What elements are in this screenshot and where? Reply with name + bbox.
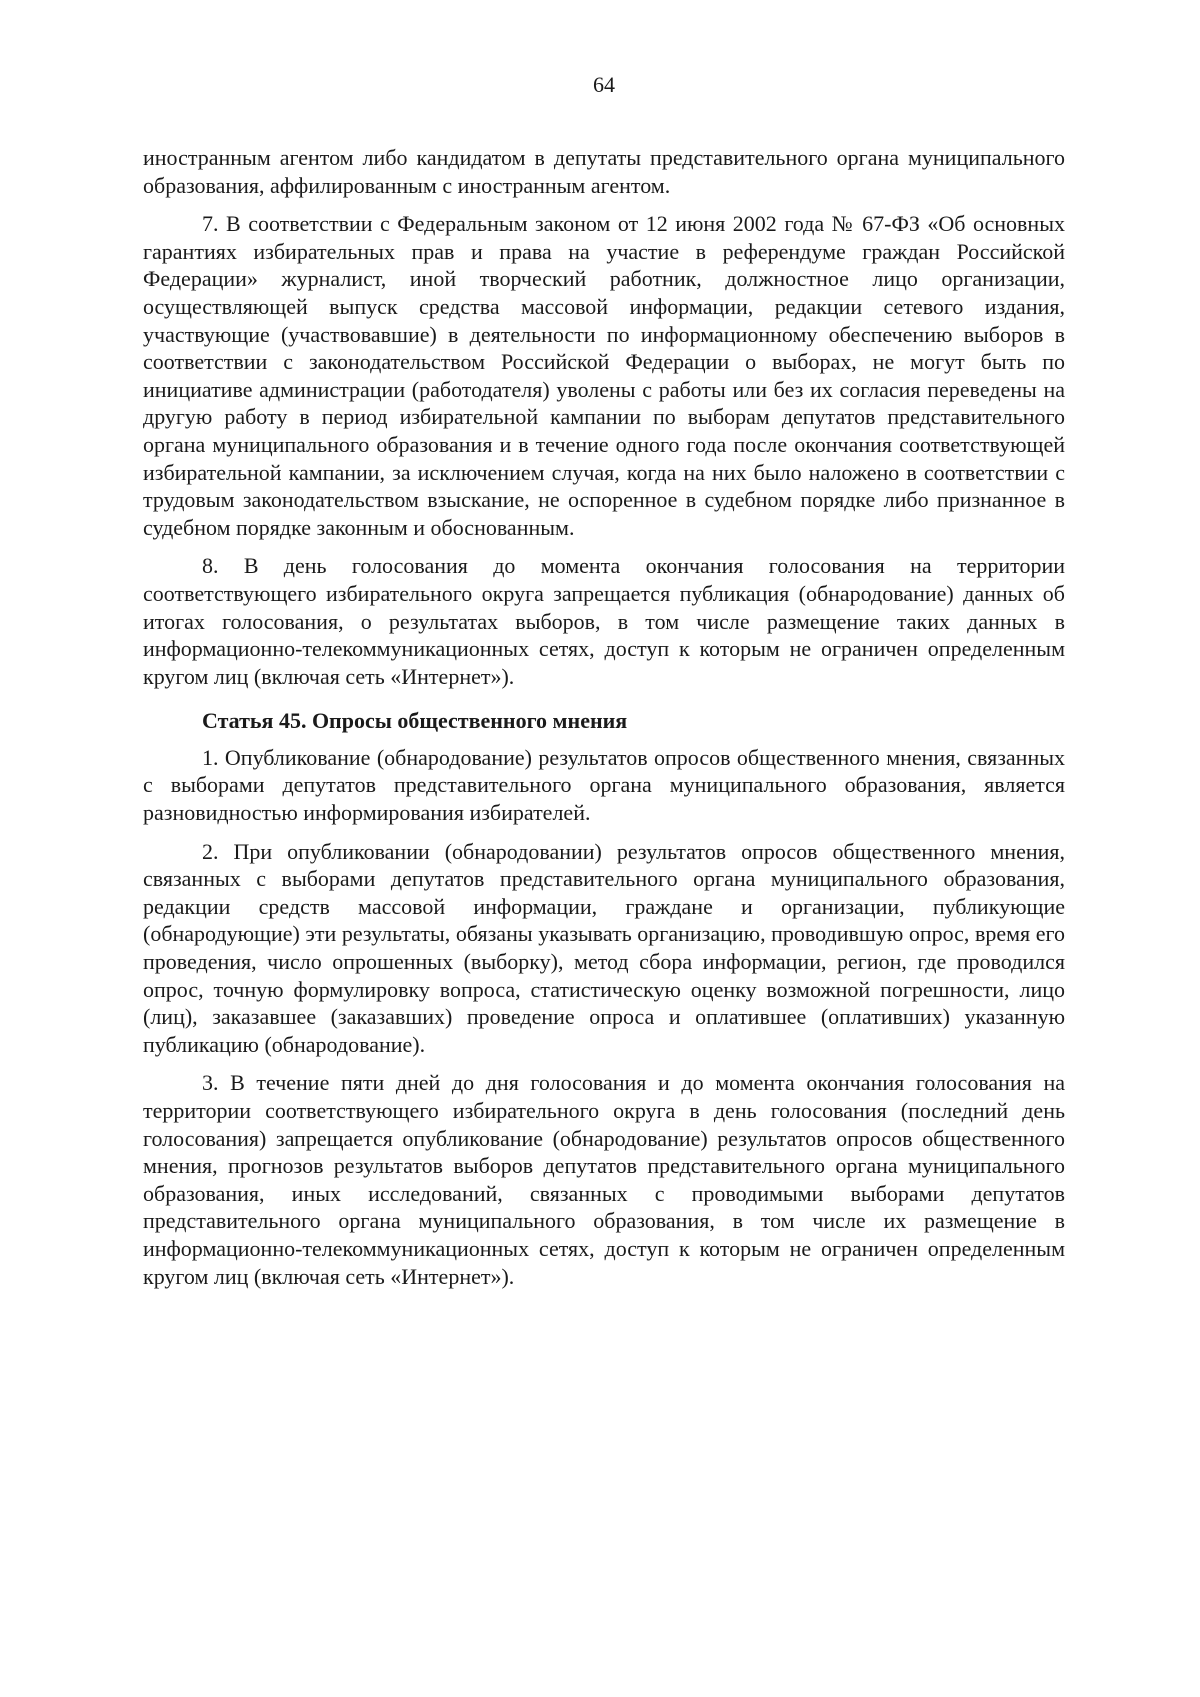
article-paragraph-2: 2. При опубликовании (обнародовании) результатов опросов общественного мнения, связанных с выборами депутатов представительного органа муниципального образования, редакции средств массовой информации, граждане и организации, публикующие (обнародующие) эти результаты, обязаны указывать организацию, проводившую опрос, время его проведения, число опрошенных (выборку), метод сбора информации, регион, где проводился опрос, точную формулировку вопроса, статистическую оценку возможной погрешности, лицо (лиц), заказавшее (заказавших) проведение опроса и оплатившее (оплативших) указанную публикацию (обнародование). (143, 838, 1065, 1057)
document-body (143, 144, 1065, 1301)
article-paragraph-1: 1. Опубликование (обнародование) результатов опросов общественного мнения, связанных с выборами депутатов представительного органа муниципального образования, является разновидностью информирования избирателей. (143, 744, 1065, 826)
paragraph-item-7: 7. В соответствии с Федеральным законом от 12 июня 2002 года № 67-ФЗ «Об основных гарантиях избирательных прав и права на участие в референдуме граждан Российской Федерации» журналист, иной творческий работник, должностное лицо организации, осуществляющей выпуск средства массовой информации, редакции сетевого издания, участвующие (участвовавшие) в деятельности по информационному обеспечению выборов в соответствии с законодательством Российской Федерации о выборах, не могут быть по инициативе администрации (работодателя) уволены с работы или без их согласия переведены на другую работу в период избирательной кампании по выборам депутатов представительного органа муниципального образования и в течение одного года после окончания соответствующей избирательной кампании, за исключением случая, когда на них было наложено в соответствии с трудовым законодательством взыскание, не оспоренное в судебном порядке либо признанное в судебном порядке законным и обоснованным. (143, 211, 1065, 540)
paragraph-item-8: 8. В день голосования до момента окончания голосования на территории соответствующего избирательного округа запрещается публикация (обнародование) данных об итогах голосования, о результатах выборов, в том числе размещение таких данных в информационно-телекоммуникационных сетях, доступ к которым не ограничен определенным кругом лиц (включая сеть «Интернет»). (143, 553, 1065, 689)
article-paragraph-3: 3. В течение пяти дней до дня голосования и до момента окончания голосования на территории соответствующего избирательного округа в день голосования (последний день голосования) запрещается опубликование (обнародование) результатов опросов общественного мнения, прогнозов результатов выборов депутатов представительного органа муниципального образования, иных исследований, связанных с проводимыми выборами депутатов представительного органа муниципального образования, в том числе их размещение в информационно-телекоммуникационных сетях, доступ к которым не ограничен определенным кругом лиц (включая сеть «Интернет»). (143, 1070, 1065, 1289)
article-heading: Статья 45. Опросы общественного мнения (202, 708, 628, 734)
paragraph-continuation: иностранным агентом либо кандидатом в депутаты представительного органа муниципального образования, аффилированным с иностранным агентом. (143, 145, 1065, 198)
page-number: 64 (593, 72, 615, 97)
